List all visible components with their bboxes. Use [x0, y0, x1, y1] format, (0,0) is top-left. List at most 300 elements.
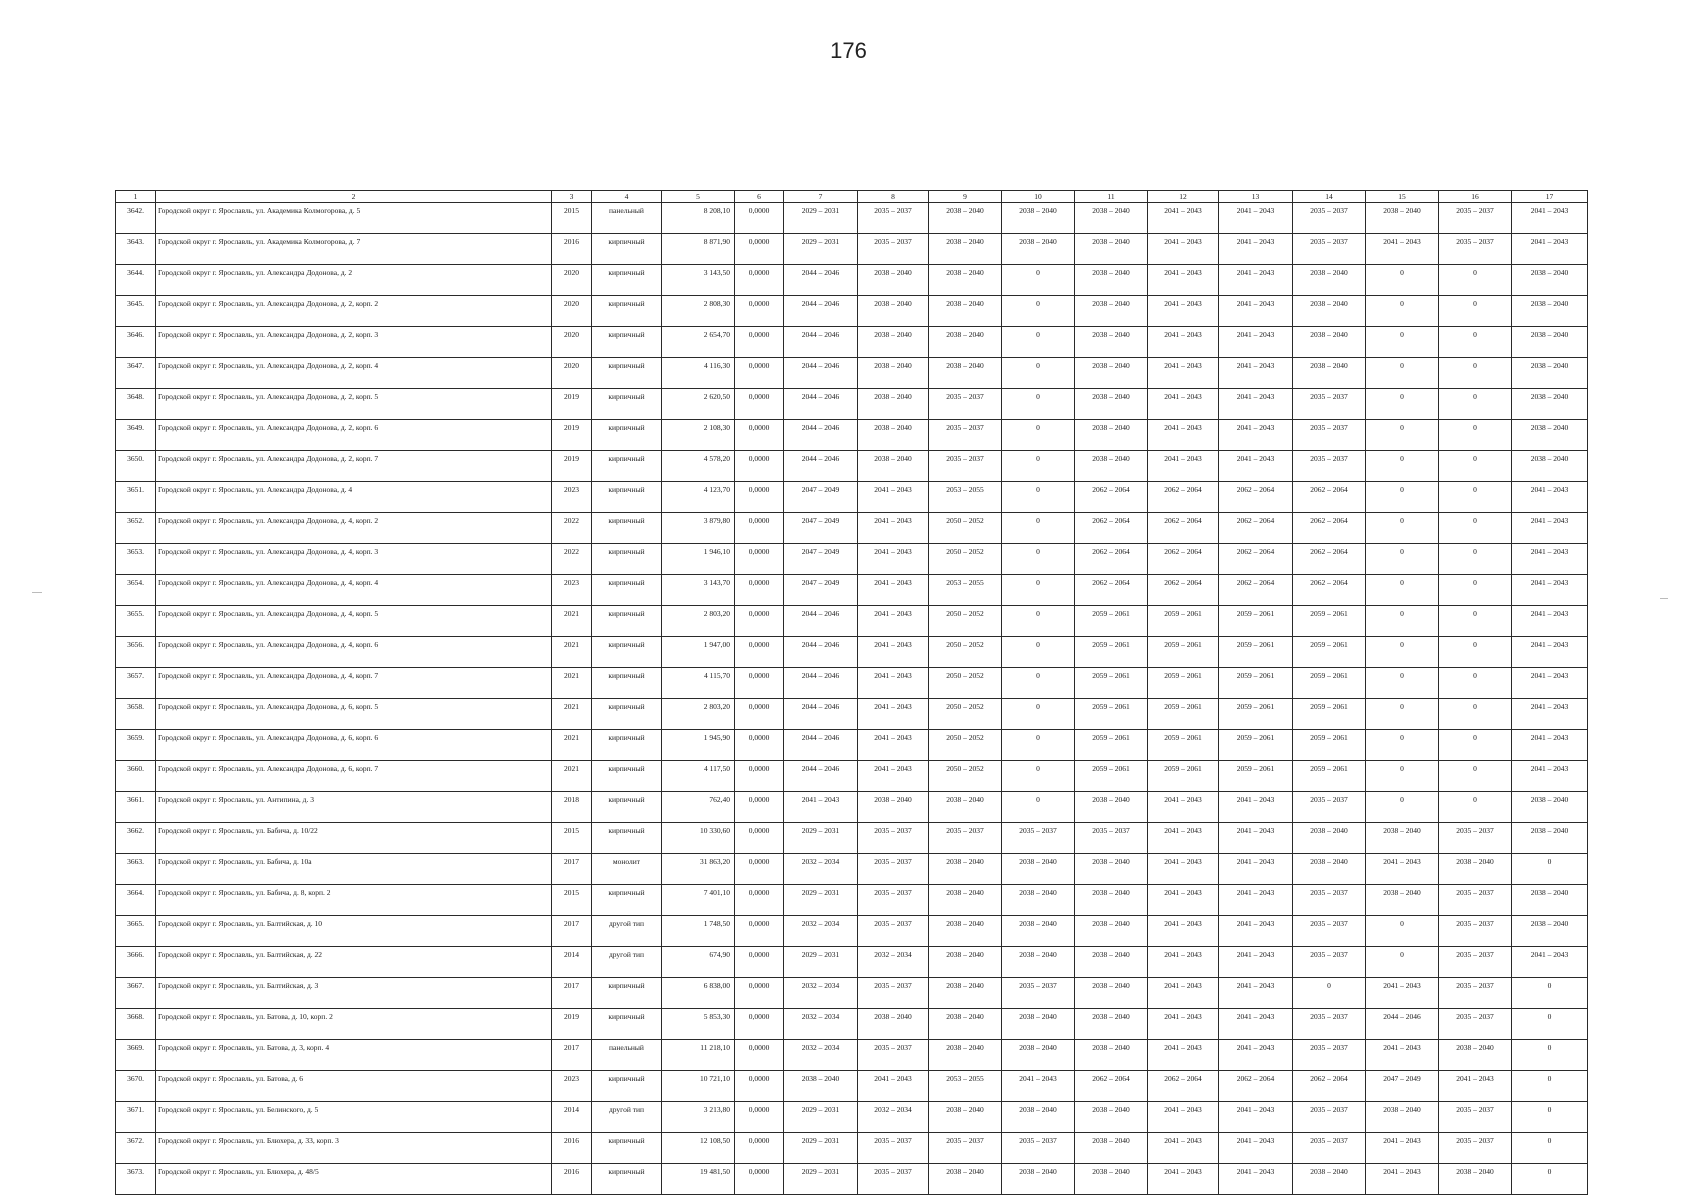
cell-row-number: 3654. [116, 575, 156, 606]
cell-period-7: 2047 – 2049 [784, 482, 858, 513]
cell-period-11: 2059 – 2061 [1075, 730, 1148, 761]
cell-period-11: 2059 – 2061 [1075, 761, 1148, 792]
cell-period-10: 2038 – 2040 [1002, 916, 1075, 947]
cell-period-8: 2041 – 2043 [858, 730, 929, 761]
cell-address: Городской округ г. Ярославль, ул. Батова, д. 6 [156, 1071, 552, 1102]
cell-area: 4 123,70 [662, 482, 735, 513]
cell-period-13: 2059 – 2061 [1219, 730, 1293, 761]
cell-area: 31 863,20 [662, 854, 735, 885]
cell-period-16: 0 [1439, 668, 1512, 699]
cell-period-17: 2041 – 2043 [1512, 234, 1588, 265]
cell-wall-material: кирпичный [592, 544, 662, 575]
column-number-17: 17 [1512, 191, 1588, 203]
cell-period-10: 0 [1002, 327, 1075, 358]
column-number-4: 4 [592, 191, 662, 203]
cell-address: Городской округ г. Ярославль, ул. Академика Колмогорова, д. 5 [156, 203, 552, 234]
cell-period-7: 2029 – 2031 [784, 823, 858, 854]
cell-period-17: 2041 – 2043 [1512, 513, 1588, 544]
cell-period-8: 2032 – 2034 [858, 947, 929, 978]
cell-period-7: 2044 – 2046 [784, 265, 858, 296]
cell-period-7: 2029 – 2031 [784, 234, 858, 265]
cell-period-9: 2050 – 2052 [929, 730, 1002, 761]
cell-period-11: 2038 – 2040 [1075, 327, 1148, 358]
cell-area: 4 578,20 [662, 451, 735, 482]
cell-period-16: 2035 – 2037 [1439, 947, 1512, 978]
cell-period-13: 2041 – 2043 [1219, 389, 1293, 420]
cell-row-number: 3665. [116, 916, 156, 947]
cell-year: 2022 [552, 513, 592, 544]
cell-period-14: 2035 – 2037 [1293, 885, 1366, 916]
cell-period-12: 2041 – 2043 [1148, 916, 1219, 947]
cell-period-9: 2038 – 2040 [929, 358, 1002, 389]
cell-wall-material: кирпичный [592, 513, 662, 544]
cell-area: 2 620,50 [662, 389, 735, 420]
cell-period-14: 2059 – 2061 [1293, 637, 1366, 668]
cell-period-12: 2059 – 2061 [1148, 699, 1219, 730]
cell-coefficient: 0,0000 [735, 358, 784, 389]
cell-period-8: 2041 – 2043 [858, 637, 929, 668]
cell-period-9: 2050 – 2052 [929, 761, 1002, 792]
table-row [116, 668, 1588, 699]
cell-period-12: 2041 – 2043 [1148, 420, 1219, 451]
cell-period-11: 2038 – 2040 [1075, 916, 1148, 947]
cell-period-10: 2038 – 2040 [1002, 234, 1075, 265]
cell-address: Городской округ г. Ярославль, ул. Александра Додонова, д. 2, корп. 4 [156, 358, 552, 389]
cell-coefficient: 0,0000 [735, 389, 784, 420]
cell-address: Городской округ г. Ярославль, ул. Балтийская, д. 3 [156, 978, 552, 1009]
cell-period-15: 2041 – 2043 [1366, 1133, 1439, 1164]
cell-row-number: 3653. [116, 544, 156, 575]
cell-period-15: 2038 – 2040 [1366, 1102, 1439, 1133]
column-number-13: 13 [1219, 191, 1293, 203]
cell-period-17: 2041 – 2043 [1512, 699, 1588, 730]
column-number-15: 15 [1366, 191, 1439, 203]
column-number-1: 1 [116, 191, 156, 203]
cell-period-8: 2041 – 2043 [858, 544, 929, 575]
cell-row-number: 3662. [116, 823, 156, 854]
cell-period-9: 2035 – 2037 [929, 451, 1002, 482]
cell-coefficient: 0,0000 [735, 699, 784, 730]
table-row [116, 389, 1588, 420]
cell-period-15: 2041 – 2043 [1366, 1164, 1439, 1195]
cell-period-13: 2041 – 2043 [1219, 451, 1293, 482]
cell-coefficient: 0,0000 [735, 1009, 784, 1040]
cell-coefficient: 0,0000 [735, 451, 784, 482]
table-row [116, 482, 1588, 513]
cell-year: 2015 [552, 203, 592, 234]
cell-year: 2020 [552, 265, 592, 296]
cell-period-14: 2035 – 2037 [1293, 203, 1366, 234]
cell-period-12: 2041 – 2043 [1148, 265, 1219, 296]
cell-coefficient: 0,0000 [735, 823, 784, 854]
table-row [116, 637, 1588, 668]
cell-period-17: 2041 – 2043 [1512, 203, 1588, 234]
cell-wall-material: кирпичный [592, 1071, 662, 1102]
cell-period-11: 2038 – 2040 [1075, 389, 1148, 420]
cell-period-14: 2062 – 2064 [1293, 575, 1366, 606]
cell-area: 1 947,00 [662, 637, 735, 668]
cell-period-15: 0 [1366, 358, 1439, 389]
cell-period-16: 2038 – 2040 [1439, 1040, 1512, 1071]
cell-year: 2016 [552, 234, 592, 265]
cell-period-8: 2038 – 2040 [858, 327, 929, 358]
cell-row-number: 3643. [116, 234, 156, 265]
cell-period-8: 2038 – 2040 [858, 389, 929, 420]
cell-address: Городской округ г. Ярославль, ул. Александра Додонова, д. 6, корп. 7 [156, 761, 552, 792]
cell-period-16: 0 [1439, 699, 1512, 730]
cell-period-8: 2041 – 2043 [858, 761, 929, 792]
cell-row-number: 3648. [116, 389, 156, 420]
cell-period-13: 2059 – 2061 [1219, 699, 1293, 730]
cell-area: 4 117,50 [662, 761, 735, 792]
cell-period-7: 2044 – 2046 [784, 420, 858, 451]
cell-year: 2021 [552, 606, 592, 637]
cell-period-10: 2038 – 2040 [1002, 885, 1075, 916]
cell-address: Городской округ г. Ярославль, ул. Блюхера, д. 33, корп. 3 [156, 1133, 552, 1164]
cell-period-8: 2038 – 2040 [858, 265, 929, 296]
cell-period-14: 2035 – 2037 [1293, 420, 1366, 451]
cell-wall-material: кирпичный [592, 389, 662, 420]
cell-period-15: 0 [1366, 916, 1439, 947]
cell-wall-material: кирпичный [592, 823, 662, 854]
cell-coefficient: 0,0000 [735, 761, 784, 792]
cell-period-17: 0 [1512, 1040, 1588, 1071]
cell-row-number: 3667. [116, 978, 156, 1009]
cell-period-17: 2038 – 2040 [1512, 358, 1588, 389]
scan-mark-left [32, 592, 42, 593]
cell-period-9: 2035 – 2037 [929, 389, 1002, 420]
cell-period-11: 2038 – 2040 [1075, 1164, 1148, 1195]
cell-period-14: 2035 – 2037 [1293, 389, 1366, 420]
cell-year: 2017 [552, 978, 592, 1009]
cell-period-17: 2038 – 2040 [1512, 823, 1588, 854]
cell-address: Городской округ г. Ярославль, ул. Александра Додонова, д. 2, корп. 6 [156, 420, 552, 451]
cell-address: Городской округ г. Ярославль, ул. Александра Додонова, д. 6, корп. 5 [156, 699, 552, 730]
cell-coefficient: 0,0000 [735, 575, 784, 606]
cell-period-7: 2044 – 2046 [784, 358, 858, 389]
cell-period-12: 2059 – 2061 [1148, 606, 1219, 637]
cell-year: 2023 [552, 482, 592, 513]
cell-period-12: 2059 – 2061 [1148, 730, 1219, 761]
cell-year: 2020 [552, 296, 592, 327]
cell-period-7: 2044 – 2046 [784, 730, 858, 761]
cell-period-17: 2038 – 2040 [1512, 296, 1588, 327]
cell-year: 2016 [552, 1133, 592, 1164]
cell-wall-material: кирпичный [592, 265, 662, 296]
cell-period-16: 0 [1439, 482, 1512, 513]
cell-period-7: 2044 – 2046 [784, 637, 858, 668]
cell-coefficient: 0,0000 [735, 1040, 784, 1071]
cell-wall-material: кирпичный [592, 761, 662, 792]
cell-period-13: 2041 – 2043 [1219, 916, 1293, 947]
cell-period-11: 2038 – 2040 [1075, 1133, 1148, 1164]
cell-period-9: 2038 – 2040 [929, 978, 1002, 1009]
table-row [116, 575, 1588, 606]
cell-area: 11 218,10 [662, 1040, 735, 1071]
table-row [116, 885, 1588, 916]
cell-address: Городской округ г. Ярославль, ул. Александра Додонова, д. 2 [156, 265, 552, 296]
cell-year: 2014 [552, 947, 592, 978]
cell-period-17: 2041 – 2043 [1512, 730, 1588, 761]
cell-period-14: 2038 – 2040 [1293, 358, 1366, 389]
cell-period-14: 2035 – 2037 [1293, 916, 1366, 947]
cell-area: 3 143,50 [662, 265, 735, 296]
cell-period-10: 0 [1002, 792, 1075, 823]
cell-period-13: 2041 – 2043 [1219, 885, 1293, 916]
cell-period-13: 2041 – 2043 [1219, 1164, 1293, 1195]
cell-coefficient: 0,0000 [735, 296, 784, 327]
cell-year: 2019 [552, 389, 592, 420]
cell-period-10: 0 [1002, 699, 1075, 730]
cell-period-14: 2038 – 2040 [1293, 265, 1366, 296]
cell-row-number: 3651. [116, 482, 156, 513]
cell-period-11: 2038 – 2040 [1075, 947, 1148, 978]
cell-period-14: 2038 – 2040 [1293, 823, 1366, 854]
cell-period-8: 2035 – 2037 [858, 978, 929, 1009]
cell-year: 2020 [552, 327, 592, 358]
cell-period-12: 2041 – 2043 [1148, 234, 1219, 265]
cell-period-17: 2041 – 2043 [1512, 637, 1588, 668]
cell-period-17: 0 [1512, 1009, 1588, 1040]
cell-period-14: 2062 – 2064 [1293, 482, 1366, 513]
table-row [116, 513, 1588, 544]
cell-period-15: 0 [1366, 699, 1439, 730]
cell-period-14: 2035 – 2037 [1293, 1040, 1366, 1071]
cell-period-10: 0 [1002, 482, 1075, 513]
cell-wall-material: кирпичный [592, 575, 662, 606]
cell-period-9: 2038 – 2040 [929, 885, 1002, 916]
cell-period-12: 2041 – 2043 [1148, 1133, 1219, 1164]
cell-period-9: 2038 – 2040 [929, 916, 1002, 947]
cell-period-12: 2041 – 2043 [1148, 203, 1219, 234]
cell-period-9: 2050 – 2052 [929, 606, 1002, 637]
cell-wall-material: кирпичный [592, 451, 662, 482]
cell-period-7: 2047 – 2049 [784, 544, 858, 575]
table-row [116, 1133, 1588, 1164]
cell-period-14: 2038 – 2040 [1293, 854, 1366, 885]
cell-row-number: 3668. [116, 1009, 156, 1040]
cell-year: 2019 [552, 420, 592, 451]
cell-period-9: 2038 – 2040 [929, 265, 1002, 296]
cell-year: 2021 [552, 730, 592, 761]
cell-address: Городской округ г. Ярославль, ул. Батова, д. 10, корп. 2 [156, 1009, 552, 1040]
cell-period-8: 2035 – 2037 [858, 823, 929, 854]
column-number-5: 5 [662, 191, 735, 203]
cell-period-13: 2062 – 2064 [1219, 544, 1293, 575]
cell-period-7: 2044 – 2046 [784, 699, 858, 730]
cell-period-10: 0 [1002, 513, 1075, 544]
cell-period-13: 2041 – 2043 [1219, 978, 1293, 1009]
cell-area: 1 945,90 [662, 730, 735, 761]
table-row [116, 451, 1588, 482]
cell-period-15: 2038 – 2040 [1366, 203, 1439, 234]
cell-period-12: 2041 – 2043 [1148, 358, 1219, 389]
cell-address: Городской округ г. Ярославль, ул. Александра Додонова, д. 2, корп. 7 [156, 451, 552, 482]
cell-period-12: 2059 – 2061 [1148, 637, 1219, 668]
cell-period-12: 2041 – 2043 [1148, 885, 1219, 916]
cell-address: Городской округ г. Ярославль, ул. Александра Додонова, д. 4, корп. 6 [156, 637, 552, 668]
cell-year: 2022 [552, 544, 592, 575]
cell-period-13: 2041 – 2043 [1219, 947, 1293, 978]
cell-area: 10 330,60 [662, 823, 735, 854]
cell-period-17: 2038 – 2040 [1512, 327, 1588, 358]
cell-period-8: 2038 – 2040 [858, 792, 929, 823]
cell-area: 5 853,30 [662, 1009, 735, 1040]
cell-period-14: 2035 – 2037 [1293, 1133, 1366, 1164]
cell-period-9: 2050 – 2052 [929, 544, 1002, 575]
cell-period-15: 2041 – 2043 [1366, 234, 1439, 265]
cell-coefficient: 0,0000 [735, 1133, 784, 1164]
cell-period-11: 2062 – 2064 [1075, 513, 1148, 544]
cell-area: 10 721,10 [662, 1071, 735, 1102]
cell-coefficient: 0,0000 [735, 947, 784, 978]
cell-period-8: 2041 – 2043 [858, 699, 929, 730]
cell-period-16: 2035 – 2037 [1439, 916, 1512, 947]
cell-period-15: 0 [1366, 327, 1439, 358]
column-number-6: 6 [735, 191, 784, 203]
column-number-10: 10 [1002, 191, 1075, 203]
cell-period-10: 2035 – 2037 [1002, 978, 1075, 1009]
cell-period-16: 0 [1439, 544, 1512, 575]
cell-period-11: 2059 – 2061 [1075, 606, 1148, 637]
cell-period-15: 0 [1366, 792, 1439, 823]
column-number-3: 3 [552, 191, 592, 203]
cell-area: 2 808,30 [662, 296, 735, 327]
cell-period-13: 2041 – 2043 [1219, 234, 1293, 265]
cell-address: Городской округ г. Ярославль, ул. Батова, д. 3, корп. 4 [156, 1040, 552, 1071]
cell-period-17: 2041 – 2043 [1512, 761, 1588, 792]
cell-period-17: 0 [1512, 1071, 1588, 1102]
cell-row-number: 3661. [116, 792, 156, 823]
cell-coefficient: 0,0000 [735, 203, 784, 234]
cell-period-17: 2041 – 2043 [1512, 947, 1588, 978]
table-row [116, 792, 1588, 823]
cell-period-11: 2038 – 2040 [1075, 358, 1148, 389]
cell-year: 2014 [552, 1102, 592, 1133]
cell-period-7: 2044 – 2046 [784, 668, 858, 699]
cell-period-17: 2038 – 2040 [1512, 792, 1588, 823]
cell-wall-material: кирпичный [592, 482, 662, 513]
table-row [116, 606, 1588, 637]
cell-coefficient: 0,0000 [735, 854, 784, 885]
cell-period-15: 2041 – 2043 [1366, 1040, 1439, 1071]
cell-period-10: 0 [1002, 296, 1075, 327]
cell-period-17: 2041 – 2043 [1512, 606, 1588, 637]
cell-period-9: 2050 – 2052 [929, 513, 1002, 544]
cell-period-17: 2038 – 2040 [1512, 265, 1588, 296]
cell-period-14: 2035 – 2037 [1293, 792, 1366, 823]
cell-period-9: 2050 – 2052 [929, 637, 1002, 668]
cell-coefficient: 0,0000 [735, 1164, 784, 1195]
cell-wall-material: кирпичный [592, 358, 662, 389]
cell-period-7: 2032 – 2034 [784, 916, 858, 947]
cell-period-12: 2059 – 2061 [1148, 761, 1219, 792]
cell-period-8: 2035 – 2037 [858, 234, 929, 265]
cell-period-8: 2041 – 2043 [858, 606, 929, 637]
cell-period-9: 2038 – 2040 [929, 1009, 1002, 1040]
cell-coefficient: 0,0000 [735, 420, 784, 451]
cell-period-17: 2038 – 2040 [1512, 451, 1588, 482]
cell-period-11: 2038 – 2040 [1075, 792, 1148, 823]
cell-address: Городской округ г. Ярославль, ул. Антипина, д. 3 [156, 792, 552, 823]
cell-wall-material: кирпичный [592, 296, 662, 327]
table-row [116, 1164, 1588, 1195]
cell-period-12: 2041 – 2043 [1148, 1009, 1219, 1040]
cell-address: Городской округ г. Ярославль, ул. Александра Додонова, д. 4, корп. 2 [156, 513, 552, 544]
cell-wall-material: кирпичный [592, 1164, 662, 1195]
cell-period-16: 2035 – 2037 [1439, 1102, 1512, 1133]
cell-period-9: 2035 – 2037 [929, 1133, 1002, 1164]
cell-period-7: 2044 – 2046 [784, 451, 858, 482]
cell-period-11: 2038 – 2040 [1075, 978, 1148, 1009]
cell-period-8: 2038 – 2040 [858, 451, 929, 482]
cell-row-number: 3671. [116, 1102, 156, 1133]
table-row [116, 358, 1588, 389]
cell-period-16: 2038 – 2040 [1439, 1164, 1512, 1195]
cell-period-9: 2053 – 2055 [929, 482, 1002, 513]
cell-period-17: 2038 – 2040 [1512, 389, 1588, 420]
cell-period-10: 2038 – 2040 [1002, 1102, 1075, 1133]
cell-wall-material: кирпичный [592, 885, 662, 916]
cell-period-16: 0 [1439, 265, 1512, 296]
cell-period-13: 2041 – 2043 [1219, 1133, 1293, 1164]
cell-coefficient: 0,0000 [735, 1102, 784, 1133]
cell-period-13: 2041 – 2043 [1219, 1009, 1293, 1040]
column-number-row [116, 191, 1588, 203]
cell-row-number: 3642. [116, 203, 156, 234]
cell-period-7: 2032 – 2034 [784, 1040, 858, 1071]
cell-period-7: 2047 – 2049 [784, 575, 858, 606]
cell-period-15: 0 [1366, 296, 1439, 327]
cell-period-9: 2038 – 2040 [929, 792, 1002, 823]
cell-row-number: 3655. [116, 606, 156, 637]
cell-period-16: 0 [1439, 792, 1512, 823]
cell-coefficient: 0,0000 [735, 234, 784, 265]
cell-period-14: 2062 – 2064 [1293, 513, 1366, 544]
cell-period-8: 2035 – 2037 [858, 854, 929, 885]
cell-period-10: 0 [1002, 730, 1075, 761]
cell-period-15: 0 [1366, 420, 1439, 451]
cell-period-12: 2062 – 2064 [1148, 575, 1219, 606]
cell-period-16: 2038 – 2040 [1439, 854, 1512, 885]
cell-period-9: 2050 – 2052 [929, 668, 1002, 699]
cell-address: Городской округ г. Ярославль, ул. Балтийская, д. 22 [156, 947, 552, 978]
table-row [116, 916, 1588, 947]
cell-wall-material: кирпичный [592, 637, 662, 668]
cell-row-number: 3672. [116, 1133, 156, 1164]
cell-period-16: 2035 – 2037 [1439, 1009, 1512, 1040]
cell-period-10: 0 [1002, 358, 1075, 389]
cell-period-11: 2038 – 2040 [1075, 1009, 1148, 1040]
cell-coefficient: 0,0000 [735, 482, 784, 513]
cell-period-16: 2035 – 2037 [1439, 234, 1512, 265]
cell-period-13: 2059 – 2061 [1219, 637, 1293, 668]
cell-period-13: 2041 – 2043 [1219, 296, 1293, 327]
cell-period-16: 0 [1439, 513, 1512, 544]
cell-period-11: 2038 – 2040 [1075, 1102, 1148, 1133]
cell-period-17: 2041 – 2043 [1512, 575, 1588, 606]
cell-period-12: 2062 – 2064 [1148, 544, 1219, 575]
cell-period-11: 2035 – 2037 [1075, 823, 1148, 854]
cell-period-17: 0 [1512, 1164, 1588, 1195]
cell-row-number: 3670. [116, 1071, 156, 1102]
cell-period-7: 2029 – 2031 [784, 1102, 858, 1133]
cell-period-16: 0 [1439, 327, 1512, 358]
cell-period-7: 2038 – 2040 [784, 1071, 858, 1102]
cell-period-11: 2038 – 2040 [1075, 420, 1148, 451]
cell-period-9: 2038 – 2040 [929, 327, 1002, 358]
cell-period-11: 2038 – 2040 [1075, 885, 1148, 916]
